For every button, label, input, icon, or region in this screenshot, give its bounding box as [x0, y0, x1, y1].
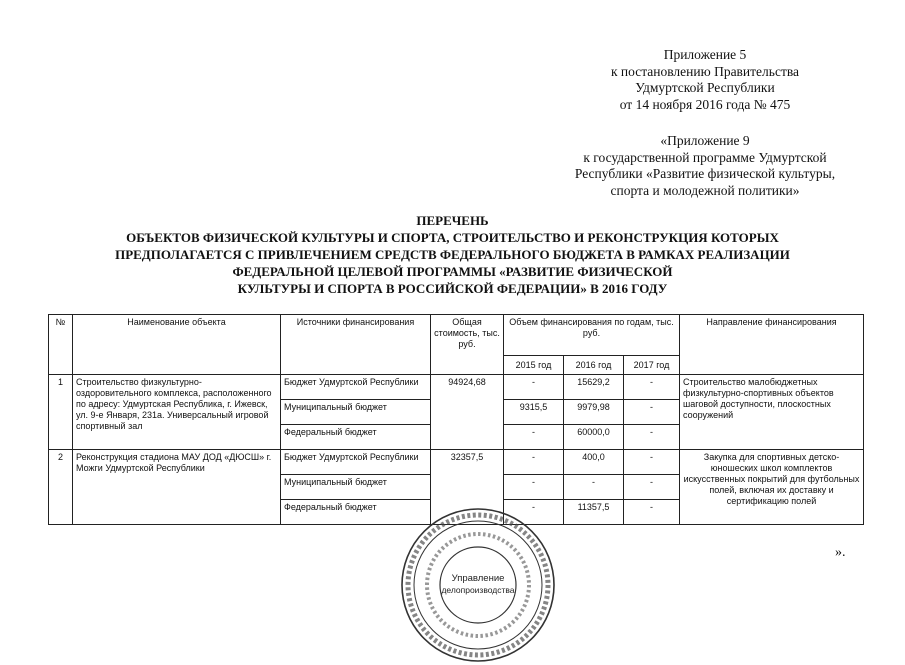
funding-source: Бюджет Удмуртской Республики	[281, 375, 431, 400]
funding-source: Федеральный бюджет	[281, 500, 431, 525]
annex-line: от 14 ноября 2016 года № 475	[619, 96, 791, 112]
funding-source: Бюджет Удмуртской Республики	[281, 450, 431, 475]
object-num: 1	[49, 375, 73, 450]
value-2015: -	[504, 375, 564, 400]
value-2015: -	[504, 450, 564, 475]
object-direction: Строительство малобюджетных физкультурно-спортивных объектов шаговой доступности, плоскостных сооружений	[680, 375, 864, 450]
object-name: Реконструкция стадиона МАУ ДОД «ДЮСШ» г. Можги Удмуртской Республики	[73, 450, 281, 525]
stamp-center-line: Управление	[451, 573, 505, 584]
header-direction: Направление финансирования	[680, 315, 864, 375]
funding-source: Муниципальный бюджет	[281, 475, 431, 500]
header-year-2016: 2016 год	[564, 356, 624, 375]
header-sources: Источники финансирования	[281, 315, 431, 375]
table-row	[49, 375, 864, 400]
value-2017: -	[624, 375, 680, 400]
title-line: ПЕРЕЧЕНЬ	[416, 213, 489, 228]
header-name: Наименование объекта	[73, 315, 281, 375]
official-stamp	[398, 505, 558, 665]
value-2017: -	[624, 400, 680, 425]
annex-line: Удмуртской Республики	[635, 80, 775, 95]
value-2017: -	[624, 475, 680, 500]
value-2016: -	[564, 475, 624, 500]
annex-line: «Приложение 9	[660, 133, 750, 148]
header-year-2015: 2015 год	[504, 356, 564, 375]
value-2016: 60000,0	[564, 425, 624, 450]
annex-line: Республики «Развитие физической культуры,	[574, 166, 836, 181]
header-year-2017: 2017 год	[624, 356, 680, 375]
value-2016: 15629,2	[564, 375, 624, 400]
object-total: 32357,5	[431, 450, 504, 525]
document-title	[40, 212, 865, 297]
value-2016: 11357,5	[564, 500, 624, 525]
object-num: 2	[49, 450, 73, 525]
value-2015: -	[504, 500, 564, 525]
stamp-center-line: делопроизводства	[441, 585, 515, 595]
funding-source: Муниципальный бюджет	[281, 400, 431, 425]
header-volume: Объем финансирования по годам, тыс. руб.	[504, 315, 680, 356]
funding-source: Федеральный бюджет	[281, 425, 431, 450]
value-2016: 9979,98	[564, 400, 624, 425]
title-line: ФЕДЕРАЛЬНОЙ ЦЕЛЕВОЙ ПРОГРАММЫ «РАЗВИТИЕ ФИЗИЧЕСКОЙ	[232, 264, 673, 279]
title-line: КУЛЬТУРЫ И СПОРТА В РОССИЙСКОЙ ФЕДЕРАЦИИ» В 2016 ГОДУ	[237, 281, 668, 296]
annex-program-header	[555, 133, 855, 199]
objects-table	[48, 314, 864, 525]
value-2015: 9315,5	[504, 400, 564, 425]
annex-header	[555, 47, 855, 113]
annex-line: спорта и молодежной политики»	[610, 182, 800, 198]
title-line: ОБЪЕКТОВ ФИЗИЧЕСКОЙ КУЛЬТУРЫ И СПОРТА, СТРОИТЕЛЬСТВО И РЕКОНСТРУКЦИЯ КОТОРЫХ	[126, 230, 779, 245]
value-2017: -	[624, 450, 680, 475]
value-2017: -	[624, 425, 680, 450]
title-line: ПРЕДПОЛАГАЕТСЯ С ПРИВЛЕЧЕНИЕМ СРЕДСТВ ФЕДЕРАЛЬНОГО БЮДЖЕТА В РАМКАХ РЕАЛИЗАЦИИ	[115, 247, 790, 262]
object-name: Строительство физкультурно-оздоровительного комплекса, расположенного по адресу: Удмуртская Республика, г. Ижевск, ул. 9-е Января, 231а. Универсальный игровой спортивный зал	[73, 375, 281, 450]
value-2017: -	[624, 500, 680, 525]
annex-line: к государственной программе Удмуртской	[583, 149, 827, 165]
value-2015: -	[504, 425, 564, 450]
closing-quote: ».	[835, 545, 846, 560]
header-num: №	[49, 315, 73, 375]
value-2015: -	[504, 475, 564, 500]
object-total: 94924,68	[431, 375, 504, 450]
table-row	[49, 450, 864, 475]
object-direction: Закупка для спортивных детско-юношеских школ комплектов искусственных покрытий для футбольных полей, включая их доставку и сертификацию полей	[680, 450, 864, 525]
annex-line: Приложение 5	[663, 47, 747, 62]
header-total: Общая стоимость, тыс. руб.	[431, 315, 504, 375]
annex-line: к постановлению Правительства	[610, 63, 800, 79]
value-2016: 400,0	[564, 450, 624, 475]
